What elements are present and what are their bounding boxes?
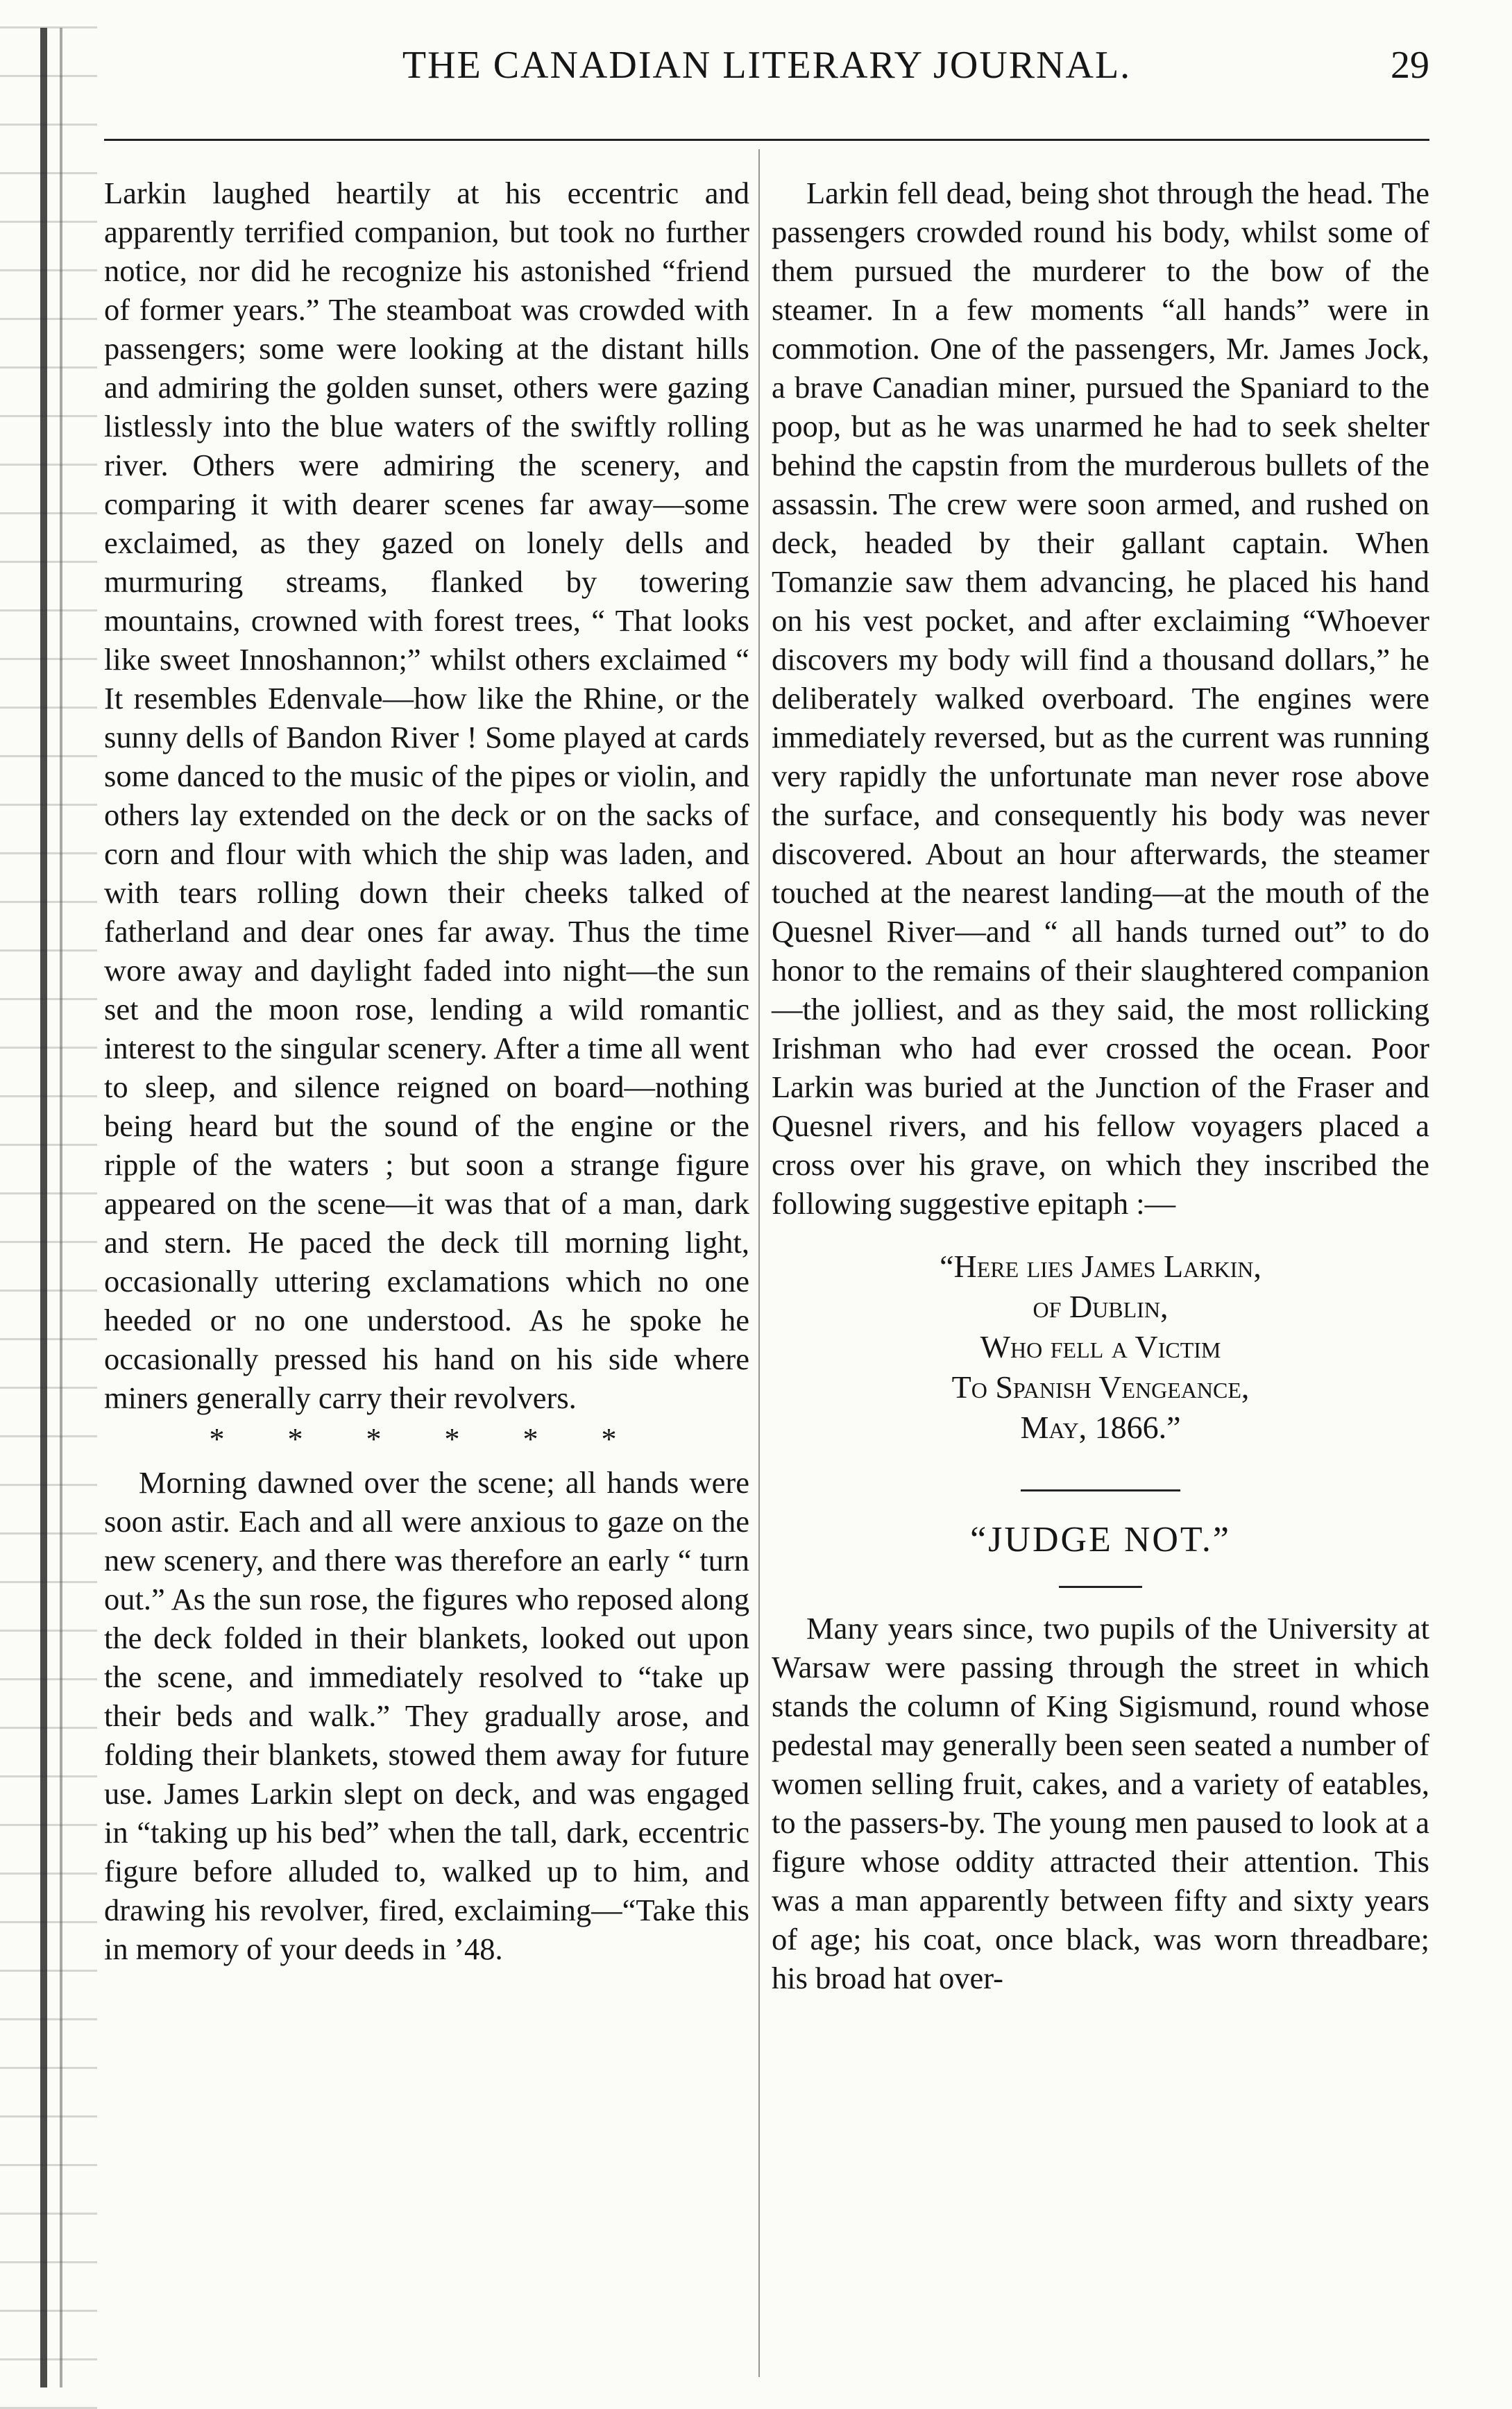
left-paragraph-1: Larkin laughed heartily at his eccentric and apparently terrified companion, but took no further notice, nor did he recognize his astonished “friend of former years.” The steamboat was crowded with passengers; some were looking at the distant hills and admiring the golden sunset, others were gazing listlessly into the blue waters of the swiftly rolling river. Others were admiring the scenery, and comparing it with dearer scenes far away—some exclaimed, as they gazed on lonely dells and murmuring streams, flanked by towering mountains, crowned with forest trees, “ That looks like sweet Innoshannon;” whilst others exclaimed “ It resembles Edenvale—how like the Rhine, or the sunny dells of Bandon River ! Some played at cards some danced to the music of the pipes or violin, and others lay extended on the deck or on the sacks of corn and flour with which the ship was laden, and with tears rolling down their cheeks talked of fatherland and dear ones far away. Thus the time wore away and daylight faded into night—the sun set and the moon rose, lending a wild romantic interest to the singular scenery. After a time all went to sleep, and silence reigned on board—nothing being heard but the sound of the engine or the ripple of the waters ; but soon a strange figure appeared on the scene—it was that of a man, dark and stern. He paced the deck till morning light, occasionally uttering exclamations which no one heeded or no one understood. As he spoke he occasionally pressed his hand on his side where miners generally carry their revolvers. (104, 176, 749, 1415)
running-head (104, 43, 1429, 105)
right-column (772, 174, 1429, 1997)
binding-edge (40, 28, 47, 2387)
article-rule-top (1021, 1489, 1180, 1491)
article-rule-bottom (1059, 1586, 1142, 1588)
article-title: “JUDGE NOT.” (970, 1520, 1231, 1559)
epitaph-line: May, 1866.” (1020, 1410, 1181, 1445)
right-paragraph-2: Many years since, two pupils of the University at Warsaw were passing through the street in which stands the column of King Sigismund, round whose pedestal may generally been seen seated a number of women selling fruit, cakes, and a variety of eatables, to the passers-by. The young men paused to look at a figure whose oddity attracted their attention. This was a man apparently between fifty and sixty years of age; his coat, once black, was worn threadbare; his broad hat over- (772, 1611, 1429, 1995)
left-column (104, 174, 749, 1968)
epitaph-line: “Here lies James Larkin, (940, 1249, 1262, 1284)
left-paragraph-2: Morning dawned over the scene; all hands were soon astir. Each and all were anxious to gaze on the new scenery, and there was therefore an early “ turn out.” As the sun rose, the figures who reposed along the deck folded in their blankets, looked out upon the scene, and immediately resolved to “take up their beds and walk.” They gradually arose, and folding their blankets, stowed them away for future use. James Larkin slept on deck, and was engaged in “taking up his bed” when the tall, dark, eccentric figure before alluded to, walked up to him, and drawing his revolver, fired, exclaiming—“Take this in memory of your deeds in ’48. (104, 1465, 749, 1966)
column-divider (758, 149, 760, 2377)
epitaph-line: To Spanish Vengeance, (951, 1369, 1250, 1405)
binding-edge-inner (60, 28, 62, 2387)
section-separator: * * * * * * (209, 1422, 645, 1456)
epitaph (772, 1246, 1429, 1448)
journal-title: THE CANADIAN LITERARY JOURNAL. (402, 44, 1132, 87)
page-binding-shadow (0, 0, 97, 2409)
right-paragraph-1: Larkin fell dead, being shot through the head. The passengers crowded round his body, whilst some of them pursued the murderer to the bow of the steamer. In a few moments “all hands” were in commotion. One of the passengers, Mr. James Jock, a brave Canadian miner, pursued the Spaniard to the poop, but as he was unarmed he had to seek shelter behind the capstin from the murderous bullets of the assassin. The crew were soon armed, and rushed on deck, headed by their gallant captain. When Tomanzie saw them advancing, he placed his hand on his vest pocket, and after exclaiming “Whoever discovers my body will find a thousand dollars,” he deliberately walked overboard. The engines were immediately reversed, but as the current was running very rapidly the unfortunate man never rose above the surface, and consequently his body was never discovered. About an hour afterwards, the steamer touched at the nearest landing—at the mouth of the Quesnel River—and “ all hands turned out” to do honor to the remains of their slaughtered companion—the jolliest, and as they said, the most rollicking Irishman who had ever crossed the ocean. Poor Larkin was buried at the Junction of the Fraser and Quesnel rivers, and his fellow voyagers placed a cross over his grave, on which they inscribed the following suggestive epitaph :— (772, 176, 1429, 1221)
epitaph-line: of Dublin, (1033, 1289, 1169, 1324)
header-rule (104, 139, 1429, 141)
epitaph-line: Who fell a Victim (980, 1329, 1221, 1364)
page-number: 29 (1391, 44, 1429, 87)
